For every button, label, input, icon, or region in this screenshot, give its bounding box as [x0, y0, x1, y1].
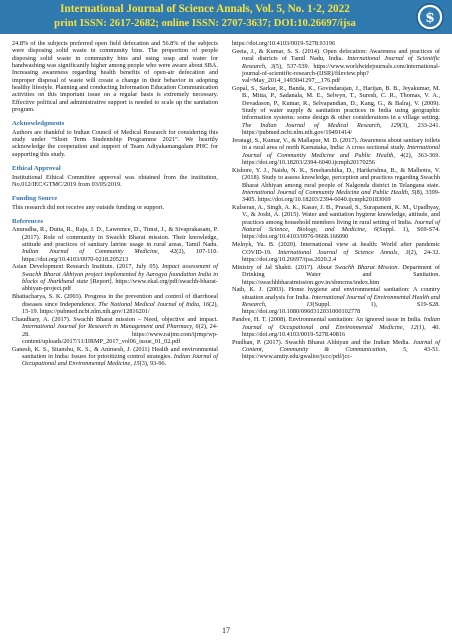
reference-journal: International Journal of Community Medicine and Public Health, 4 [242, 144, 440, 159]
svg-text:$: $ [425, 10, 435, 26]
reference-locator: (1), 40. https://doi.org/10.4103/0019-5278.40816 [242, 323, 440, 338]
reference-journal: The Indian Journal of Medical Research, 129 [242, 121, 400, 129]
reference-entry [232, 48, 440, 85]
reference-journal: International Journal of Environmental Health and Research, 13 [242, 293, 441, 309]
reference-entry [232, 137, 440, 166]
funding-source-text: This research did not receive any outside funding or support. [12, 203, 165, 211]
results-conclusion-paragraph: 24.8% of the subjects preferred open field defecation and 56.8% of the subjects were disposing solid waste in community bins. The proportion of people disposing solid waste in community bins and using soap and water for handwashing was significantly higher among people who were aware about SBA. Increasing awareness regarding health benefits of open-air defecation and improper disposal of waste will create a change in their behavior in adopting healthy lifestyle. Planning and conducting Information Education Communication activities on this important issue on a regular basis is extremely necessary. Effective political and administrative support is needed to scale up the sanitation program. [12, 40, 218, 114]
reference-entry [232, 316, 440, 338]
reference-locator: (5), 537-539. https://www.worldwidejournals.com/international-journal-of-scientific-research-(IJSR)/fileview.php?val=May_2014_1493041297__176.pdf [242, 62, 440, 85]
reference-text: Asian Development Research Institute. (2017, July 05). [12, 263, 163, 271]
reference-text: Anuradha, R., Dutta, R., Raja, J. D., Lawrence, D., Timsi, J., & Sivaprakasam, P. (2017). Role of community in Swachh Bharat mission. Their knowledge, attitude and practices of sanitary latrine usage in rural areas, Tamil Nadu. [12, 226, 218, 248]
journal-title-line: International Journal of Science Annals, Vol. 5, No. 1-2, 2022 [60, 3, 350, 15]
reference-text: https://doi.org/10.4103/0019-5278.93196 [232, 40, 336, 47]
references-heading: References [12, 217, 44, 225]
reference-locator: (Suppl. 1), S19-S28. https://doi.org/10.1080/0960312031000102778 [242, 301, 440, 316]
reference-journal: International Journal for Research in Management and Pharmacy, 6 [22, 323, 199, 331]
references-list-left [12, 226, 218, 368]
reference-locator: [Report]. https://www.ekal.org/pdf/swachh-bharat-abhiyan-project.pdf [22, 278, 218, 293]
reference-locator: (2), 24-28. https://www.raijmr.com/ijrmp/wp-content/uploads/2017/11/IJRMP_2017_vol06_issue_01_02.pdf [22, 323, 218, 345]
reference-journal: Journal of Natural Science, Biology, and Medicine, 6 [242, 218, 441, 234]
page-number: 17 [222, 626, 230, 635]
reference-journal: International Journal of Community Medicine and Public Health, 5 [242, 188, 415, 196]
reference-journal: Journal of Content, Community & Communication, 5 [242, 338, 440, 354]
reference-journal: Indian Journal of Occupational and Environmental Medicine, 12 [242, 316, 440, 331]
reference-text: Pandve, H. T. (2008). Environmental sanitation: An ignored issue in India. [232, 316, 424, 324]
references-list-right [232, 40, 440, 361]
reference-entry [232, 40, 440, 47]
reference-locator: (3), 233-241. https://pubmed.ncbi.nlm.nih.gov/19491414/ [242, 121, 441, 137]
reference-text: Chaudhary, A. (2017). Swachh Bharat mission – Need, objective and impact. [12, 315, 218, 323]
reference-journal: About Swachh Bharat Mission [316, 263, 398, 271]
journal-header-banner [0, 0, 452, 34]
reference-entry [12, 316, 218, 345]
reference-locator: , 43-51. https://www.amity.edu/gwalior/jccc/pdf/jcc- [242, 346, 440, 361]
reference-locator: (3), 93-96. [139, 360, 167, 368]
reference-entry [232, 85, 440, 136]
reference-entry [232, 339, 440, 361]
reference-locator: . Department of Drinking Water and Sanitation. https://swachhbharatmission.gov.in/sbmcms/index.htm [242, 263, 440, 286]
ethical-approval-heading: Ethical Approval [12, 165, 61, 173]
reference-locator: (8), 3399-3405. https://doi.org/10.18203/2394-6040.ijcmph20183069 [242, 188, 440, 204]
reference-journal: The National Medical Journal of India, 16 [98, 300, 210, 308]
reference-journal: Impact assessment of Swachh Bharat Abhiyan project implemented by Aarogya foundation India in blocks of Jharkhand state [22, 263, 218, 286]
left-column [12, 40, 218, 368]
acknowledgments-heading: Acknowledgments [12, 120, 65, 128]
funding-source-heading: Funding Source [12, 195, 58, 203]
reference-entry [232, 286, 440, 315]
journal-issn-line: print ISSN: 2617-2682; online ISSN: 2707-3637; DOI:10.26697/ijsa [54, 18, 356, 29]
reference-text: Jeratagi, S., Kumar, V., & Mallapur, M. D. (2017). Awareness about sanitary toilets in a rural area of north Karnataka, India: A cross sectional study. [232, 136, 440, 152]
reference-text: Melnyk, Yu. B. (2020). International view at health: World after pandemic COVID-19. [232, 241, 440, 256]
right-column [232, 40, 440, 361]
ethical-approval-text: Institutional Ethical Committee approval was obtained from the institution, No.012/IEC/GTMC/2019 from 03/05/2019. [12, 173, 218, 188]
reference-entry [12, 346, 218, 368]
reference-text: Pradhan, P. (2017). Swachh Bharat Abhiyan and the Indian Media. [232, 338, 413, 346]
reference-entry [232, 264, 440, 286]
acknowledgments-text: Authors are thankful to Indian Council of Medical Research for considering this study under “Short Term Studentship Programme 2021”. We heartily acknowledge the cooperation and support of Team Adiyakamangalam PHC for supporting this study. [12, 128, 218, 158]
reference-locator: (2), 15-19. https://pubmed.ncbi.nlm.nih.gov/12816201/ [22, 300, 218, 315]
reference-text: Geeta, J., & Kumar, S. S. (2014). Open defecation: Awareness and practices of rural districts of Tamil Nadu, India. [232, 47, 440, 63]
reference-locator: (2), 24-32. https://doi.org/10.26697/ijsa.2020.2.4 [242, 248, 441, 263]
reference-entry [12, 293, 218, 315]
reference-text: Nath, K. J. (2003). Home hygiene and environmental sanitation: A country situation analysis for India. [232, 286, 440, 301]
reference-text: Kulseran, A., Singh, A. K., Kasav, J. B., Prasad, S., Surapaneni, K. M., Upadhyay, V., & Joshi, A. (2015). Water and sanitation hygiene knowledge, attitude, and practices among household members living in rural setting of India. [232, 204, 440, 226]
reference-locator: (Suppl. 1), S69-S74. https://doi.org/10.4103/0976-9668.166090 [242, 226, 440, 241]
reference-text: Ministry of Jal Shakti. (2017). [232, 263, 317, 271]
reference-entry [232, 204, 440, 241]
reference-entry [232, 241, 440, 263]
reference-text: Gopal, S., Sarkar, R., Banda, K., Govindarajan, J., Harijan, B. B., Jeyakumar, M. B., Mitta, P., Sadanala, M. E., Selwyn, T., Suresh, C. R., Thomas, V. A., Devadason, P., Kumar, R., Selvapandian, D., Kang, G., & Balraj, V. (2009). Study of water supply & sanitation practices in India using geographic information systems: some design & other considerations in a village setting. [232, 85, 440, 122]
journal-logo-icon [416, 3, 444, 31]
reference-entry [12, 226, 218, 263]
reference-entry [232, 167, 440, 204]
reference-locator: (2), 363-369. https://doi.org/10.18203/2394-6040.ijcmph20170256 [242, 151, 440, 166]
reference-locator: (2), 107-110. https://doi.org/10.4103/0970-0218.205213 [22, 248, 218, 263]
reference-text: Kishore, Y. J., Naidu, N. K., Sreeharshika, D., Harikrishna, B., & Malhotra, V. (2018). Study to assess knowledge, perception and practices regarding Swachh Bharat Abhiyan among rural people of Nalgonda district in Telangana state. [232, 166, 440, 189]
reference-journal: Indian Journal of Occupational and Environmental Medicine, 15 [22, 353, 219, 368]
reference-journal: International Journal of Science Annals, 3 [278, 248, 409, 256]
reference-journal: Indian Journal of Community Medicine, 42 [22, 248, 177, 256]
reference-text: Bhattacharya, S. K. (2003). Progress in the prevention and control of diarrhoeal diseases since Independence. [12, 293, 218, 308]
reference-journal: International Journal of Scientific Research, 3 [242, 55, 440, 70]
reference-text: Ganesh, K. S., Sitanshu, K. S., & Animesh, J. (2011) Health and environmental sanitation in India: Issues for prioritizing control strategies. [12, 345, 218, 361]
reference-entry [12, 263, 218, 292]
